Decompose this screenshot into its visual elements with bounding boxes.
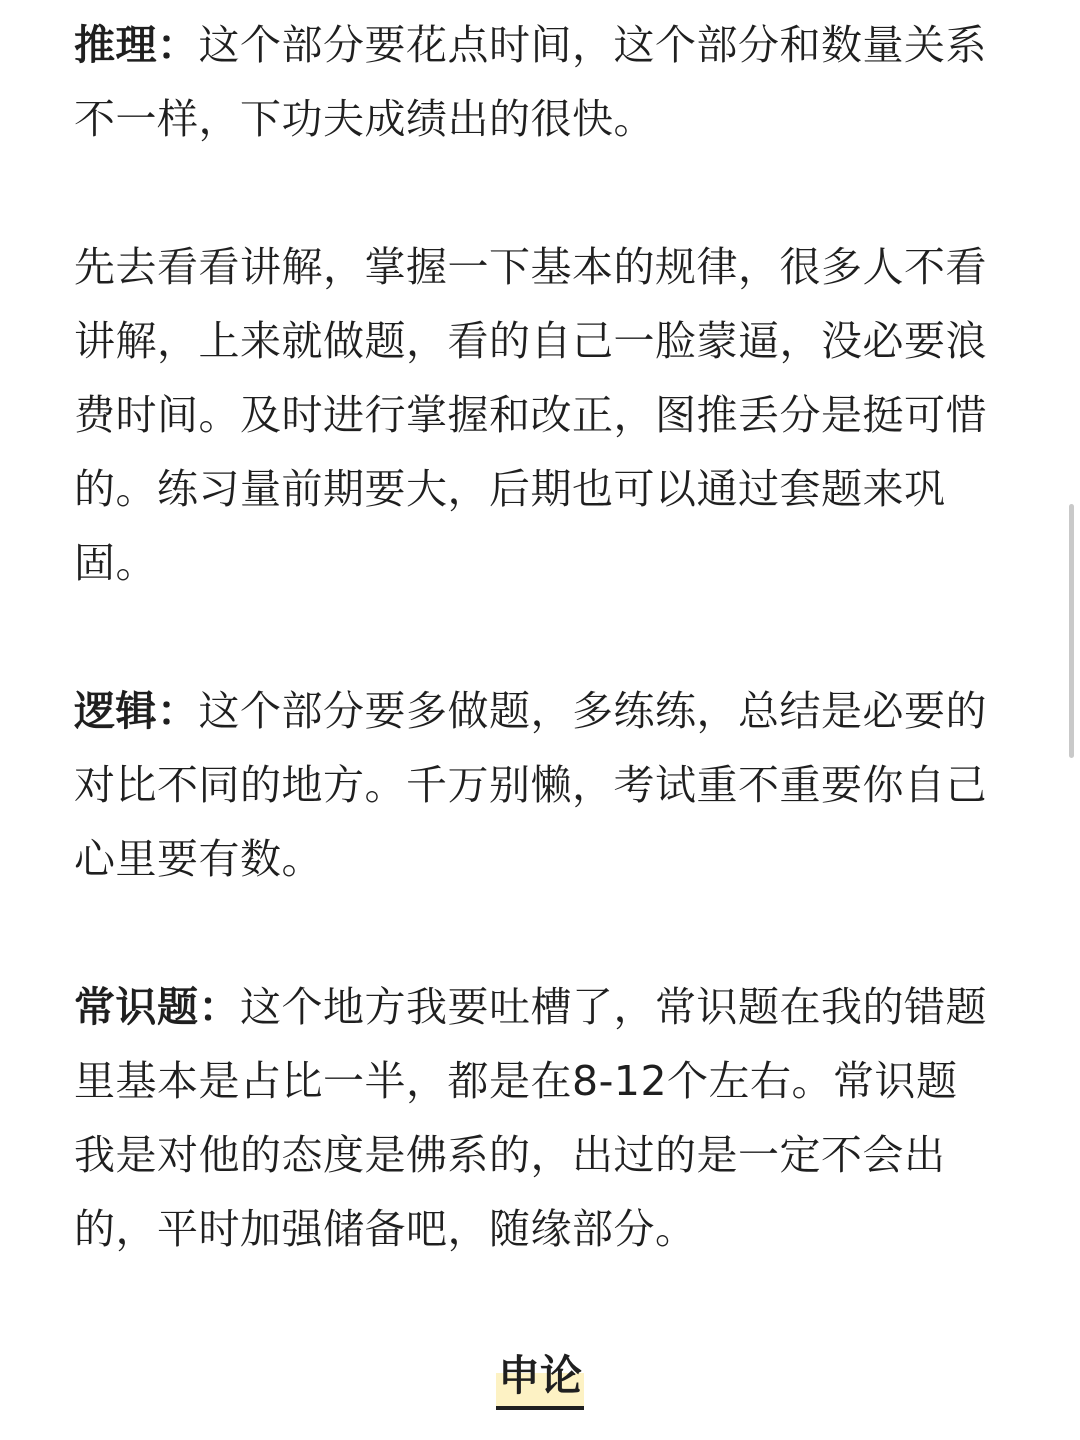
- article-body: [74, 8, 994, 1266]
- paragraph-lead-reasoning: 推理：: [74, 21, 199, 69]
- section-heading: [0, 1346, 1080, 1410]
- paragraph-text: 先去看看讲解，掌握一下基本的规律，很多人不看讲解，上来就做题，看的自己一脸蒙逼，没必要浪费时间。及时进行掌握和改正，图推丢分是挺可惜的。练习量前期要大，后期也可以通过套题来巩固。: [74, 243, 987, 587]
- section-heading-text: 申论: [496, 1346, 584, 1410]
- paragraph-text: 这个部分要花点时间，这个部分和数量关系不一样，下功夫成绩出的很快。: [74, 21, 987, 143]
- paragraph-practice: [74, 230, 994, 600]
- paragraph-lead-logic: 逻辑：: [74, 687, 199, 735]
- paragraph-lead-general-knowledge: 常识题：: [74, 983, 240, 1031]
- scrollbar-thumb[interactable]: [1069, 504, 1074, 758]
- paragraph-logic: [74, 674, 994, 896]
- paragraph-text: 这个部分要多做题，多练练，总结是必要的对比不同的地方。千万别懒，考试重不重要你自己心里要有数。: [74, 687, 987, 883]
- paragraph-reasoning: [74, 8, 994, 156]
- paragraph-general-knowledge: [74, 970, 994, 1266]
- paragraph-text: 这个地方我要吐槽了，常识题在我的错题里基本是占比一半，都是在8-12个左右。常识题我是对他的态度是佛系的，出过的是一定不会出的，平时加强储备吧，随缘部分。: [74, 983, 987, 1253]
